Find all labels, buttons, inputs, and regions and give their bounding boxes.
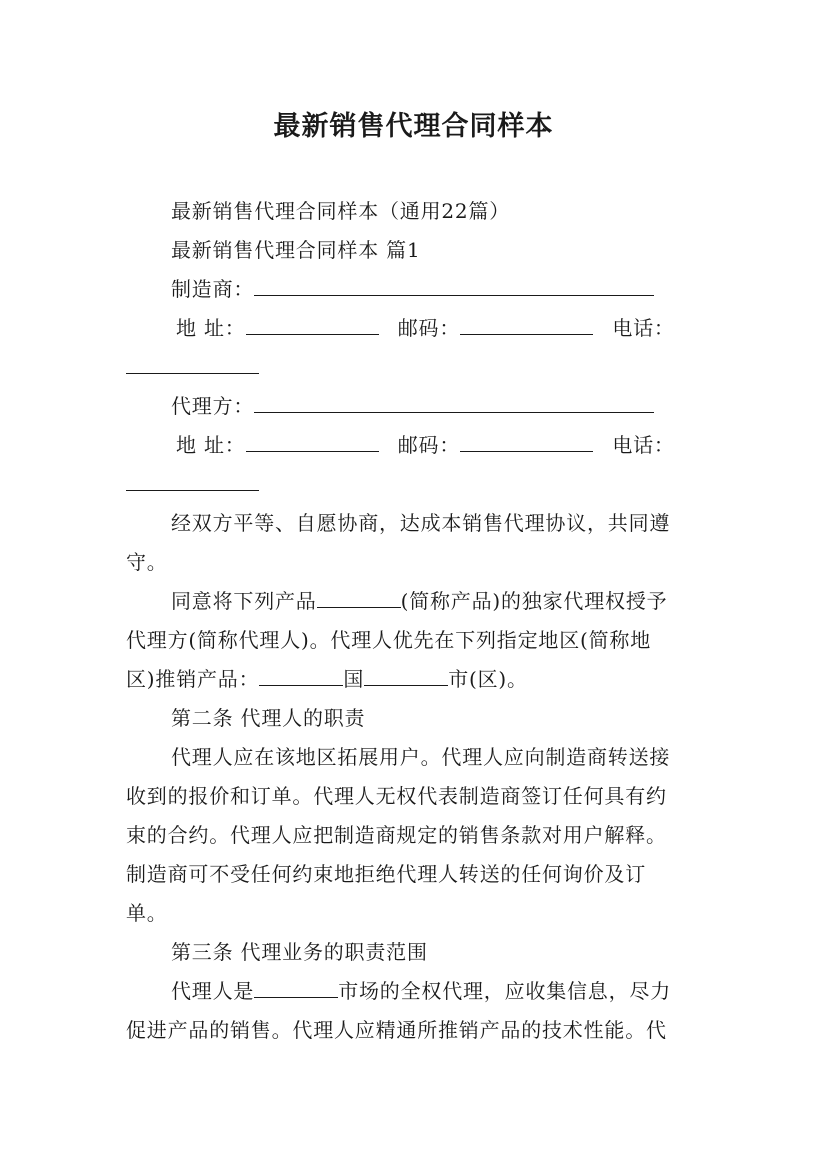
agent-contact-line bbox=[176, 432, 675, 458]
country-blank[interactable] bbox=[259, 667, 343, 686]
phone-blank[interactable] bbox=[126, 472, 259, 491]
address-label: 地 址： bbox=[176, 433, 246, 457]
postcode-blank[interactable] bbox=[460, 433, 593, 452]
manufacturer-line bbox=[171, 276, 654, 302]
address-blank[interactable] bbox=[246, 316, 379, 335]
city-blank[interactable] bbox=[364, 667, 448, 686]
manufacturer-label: 制造商： bbox=[171, 277, 255, 301]
manufacturer-blank[interactable] bbox=[254, 277, 654, 296]
address-label: 地 址： bbox=[176, 316, 246, 340]
paragraph-line: 束的合约。代理人应把制造商规定的销售条款对用户解释。 bbox=[126, 823, 667, 847]
paragraph-line: 制造商可不受任何约束地拒绝代理人转送的任何询价及订 bbox=[126, 862, 646, 886]
text-segment: 市(区)。 bbox=[448, 667, 528, 691]
part-heading: 最新销售代理合同样本 篇1 bbox=[171, 238, 421, 262]
paragraph-line: 促进产品的销售。代理人应精通所推销产品的技术性能。代 bbox=[126, 1018, 667, 1042]
text-segment: (简称产品)的独家代理权授予 bbox=[400, 589, 668, 613]
text-segment: 市场的全权代理，应收集信息，尽力 bbox=[338, 979, 672, 1003]
text-segment: 国 bbox=[343, 667, 365, 691]
paragraph-line bbox=[126, 666, 528, 692]
agent-blank[interactable] bbox=[254, 394, 654, 413]
phone-blank[interactable] bbox=[126, 355, 259, 374]
phone-label: 电话： bbox=[612, 316, 675, 340]
paragraph-line: 代理人应在该地区拓展用户。代理人应向制造商转送接 bbox=[171, 745, 671, 769]
postcode-blank[interactable] bbox=[460, 316, 593, 335]
agent-line bbox=[171, 393, 654, 419]
agent-label: 代理方： bbox=[171, 394, 255, 418]
document-title: 最新销售代理合同样本 bbox=[273, 111, 554, 142]
text-segment: 区)推销产品： bbox=[126, 667, 260, 691]
document-subtitle: 最新销售代理合同样本（通用22篇） bbox=[171, 199, 511, 223]
paragraph-line: 单。 bbox=[126, 901, 168, 925]
market-blank[interactable] bbox=[254, 979, 338, 998]
product-blank[interactable] bbox=[317, 589, 401, 608]
text-segment: 代理人是 bbox=[171, 979, 255, 1003]
postcode-label: 邮码： bbox=[397, 433, 461, 457]
paragraph-line bbox=[171, 978, 671, 1004]
phone-label: 电话： bbox=[612, 433, 675, 457]
postcode-label: 邮码： bbox=[397, 316, 461, 340]
article-heading: 第三条 代理业务的职责范围 bbox=[171, 940, 428, 964]
paragraph-line: 收到的报价和订单。代理人无权代表制造商签订任何具有约 bbox=[126, 784, 667, 808]
article-heading: 第二条 代理人的职责 bbox=[171, 706, 366, 730]
text-segment: 同意将下列产品 bbox=[171, 589, 317, 613]
paragraph-line: 经双方平等、自愿协商，达成本销售代理协议，共同遵 bbox=[171, 511, 671, 535]
paragraph-line bbox=[171, 588, 667, 614]
agent-phone-continuation bbox=[126, 471, 259, 497]
manufacturer-phone-continuation bbox=[126, 354, 259, 380]
address-blank[interactable] bbox=[246, 433, 379, 452]
manufacturer-contact-line bbox=[176, 315, 675, 341]
paragraph-line: 守。 bbox=[126, 550, 168, 574]
paragraph-line: 代理方(简称代理人)。代理人优先在下列指定地区(简称地 bbox=[126, 628, 652, 652]
